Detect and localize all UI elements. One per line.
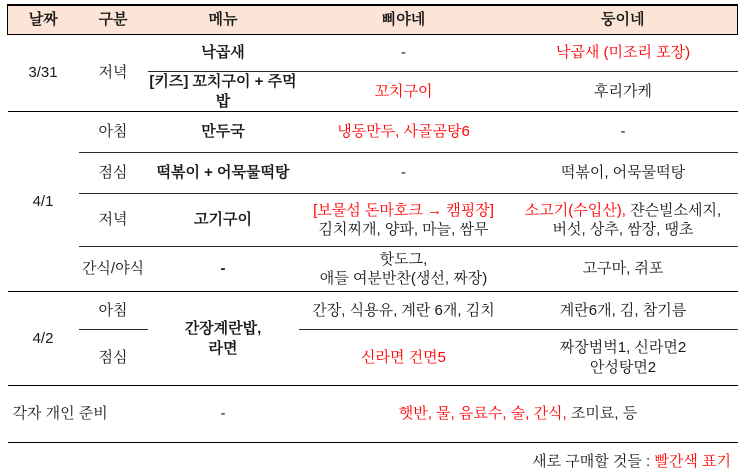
meal-plan-table [7,4,738,443]
col-header-dungine: 둥이네 [509,5,738,35]
cell-dungine: 소고기(수입산), 쟌슨빌소세지, 버섯, 상추, 쌈장, 땡초 [509,194,738,247]
col-header-category: 구분 [79,5,148,35]
cell-date: 3/31 [8,35,79,112]
table-row [8,112,738,153]
cell-time: 점심 [79,330,148,386]
cell-menu: - [148,247,299,292]
cell-ppiyane: - [299,35,509,72]
cell-menu: 낙곱새 [148,35,299,72]
cell-dungine: - [509,112,738,153]
cell-time: 저녁 [79,194,148,247]
cell-time: 저녁 [79,35,148,112]
cell-time: 아침 [79,112,148,153]
table-row [8,194,738,247]
cell-ppiyane: 냉동만두, 사골곰탕6 [299,112,509,153]
cell-menu: 고기구이 [148,194,299,247]
cell-menu: - [148,386,299,443]
legend-note-highlight: 빨간색 표기 [654,453,731,470]
cell-menu: 떡볶이 + 어묵물떡탕 [148,153,299,194]
col-header-ppiyane: 삐야네 [299,5,509,35]
table-row [8,247,738,292]
meal-plan-sheet [0,4,743,470]
header-row [8,5,738,35]
cell-dungine: 짜장범벅1, 신라면2 안성탕면2 [509,330,738,386]
table-row [8,153,738,194]
col-header-date: 날짜 [8,5,79,35]
cell-ppiyane: 간장, 식용유, 계란 6개, 김치 [299,292,509,330]
cell-personal-prep-label: 각자 개인 준비 [8,386,148,443]
legend-note [0,450,731,471]
table-row [8,35,738,72]
cell-ppiyane: 꼬치구이 [299,72,509,112]
cell-personal-prep-items: 햇반, 물, 음료수, 술, 간식, 조미료, 등 [299,386,738,443]
cell-date: 4/2 [8,292,79,386]
cell-date: 4/1 [8,112,79,292]
cell-dungine: 후리가케 [509,72,738,112]
cell-ppiyane: [보물섬 돈마호크 → 캠핑장] 김치찌개, 양파, 마늘, 쌈무 [299,194,509,247]
cell-time: 간식/야식 [79,247,148,292]
cell-ppiyane: 핫도그, 애들 여분반찬(생선, 짜장) [299,247,509,292]
table-row [8,386,738,443]
cell-ppiyane: - [299,153,509,194]
cell-dungine: 낙곱새 (미조리 포장) [509,35,738,72]
table-row [8,292,738,330]
cell-dungine: 계란6개, 김, 참기름 [509,292,738,330]
cell-menu: 간장계란밥, 라면 [148,292,299,386]
cell-dungine: 고구마, 쥐포 [509,247,738,292]
cell-ppiyane: 신라면 건면5 [299,330,509,386]
cell-menu: [키즈] 꼬치구이 + 주먹밥 [149,73,297,110]
col-header-menu: 메뉴 [148,5,299,35]
cell-menu: 만두국 [148,112,299,153]
table-row [8,330,738,386]
legend-note-prefix: 새로 구매할 것들 : [532,453,655,470]
cell-time: 아침 [79,292,148,330]
cell-dungine: 떡볶이, 어묵물떡탕 [509,153,738,194]
cell-time: 점심 [79,153,148,194]
